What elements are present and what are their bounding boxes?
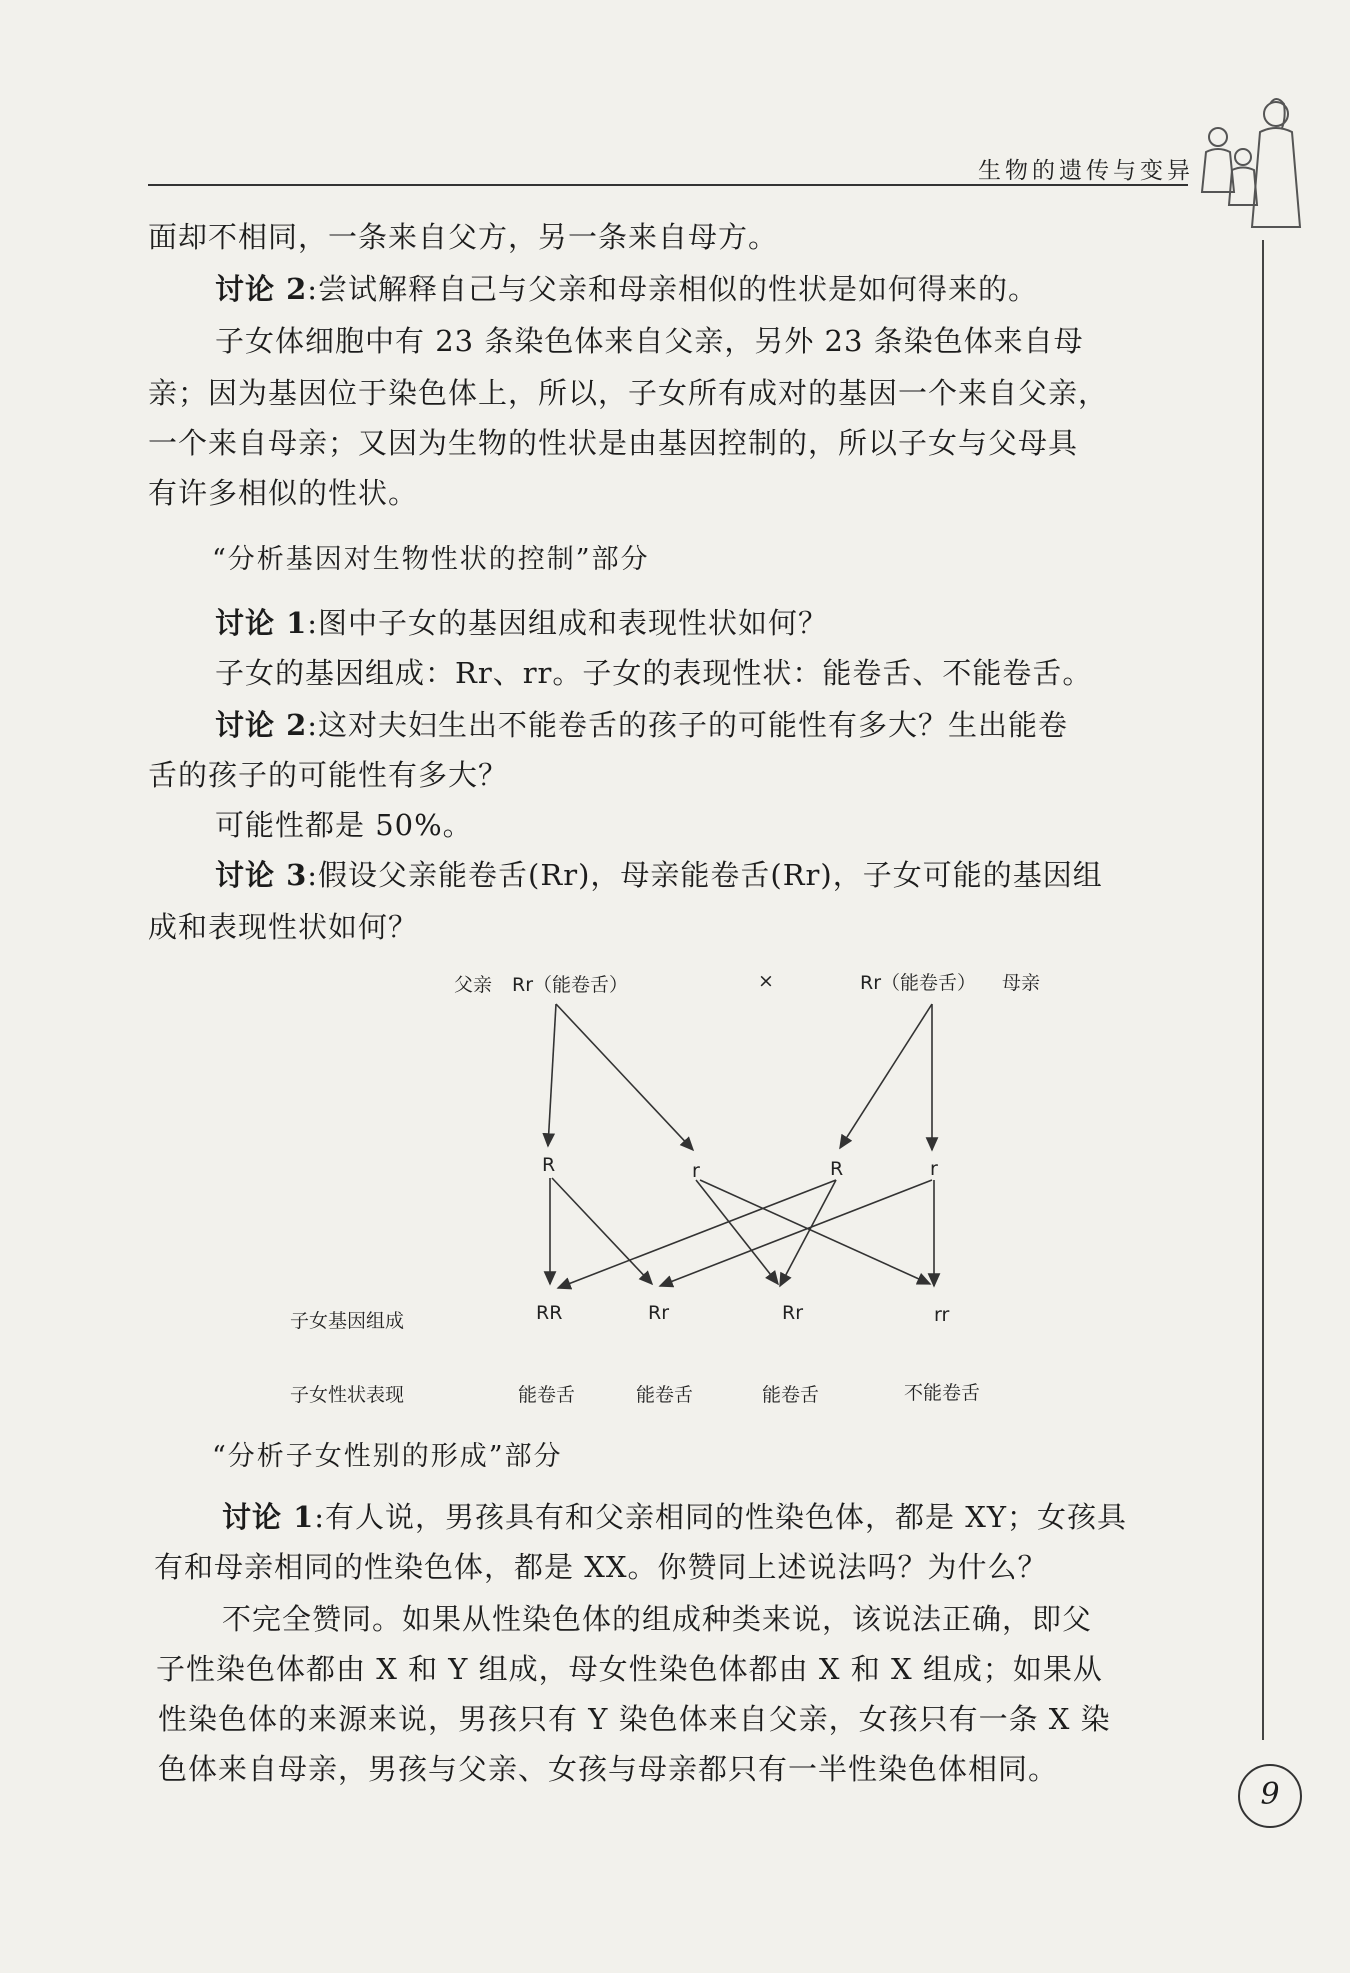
offspring-trait: 不能卷舌 xyxy=(904,1382,981,1404)
father-label: 父亲 xyxy=(454,974,493,996)
answer-line: 不完全赞同。如果从性染色体的组成种类来说，该说法正确，即父 xyxy=(222,1602,1093,1636)
discussion-label: 讨论 1 xyxy=(215,606,308,640)
discussion-question: :假设父亲能卷舌(Rr)，母亲能卷舌(Rr)，子女可能的基因组 xyxy=(307,858,1103,892)
offspring-genotype: Rr xyxy=(782,1302,804,1324)
arrow-r-rr xyxy=(700,1180,930,1284)
arrow-father-r xyxy=(556,1004,693,1150)
arrow-r-Rr xyxy=(696,1180,778,1284)
discussion-label: 讨论 3 xyxy=(215,858,308,892)
section-heading: “分析子女性别的形成”部分 xyxy=(212,1441,563,1472)
offspring-trait-label: 子女性状表现 xyxy=(290,1384,405,1406)
gamete: r xyxy=(930,1158,938,1180)
section-heading: “分析基因对生物性状的控制”部分 xyxy=(212,544,650,575)
arrow-R-Rr2 xyxy=(780,1180,836,1286)
discussion-1 xyxy=(222,1492,1190,1543)
father-genotype: Rr（能卷舌） xyxy=(512,974,629,996)
discussion-label: 讨论 1 xyxy=(222,1500,315,1534)
offspring-genotype: rr xyxy=(934,1304,950,1326)
answer-line: 子女体细胞中有 23 条染色体来自父亲，另外 23 条染色体来自母 xyxy=(215,324,1084,358)
offspring-trait: 能卷舌 xyxy=(518,1384,576,1406)
offspring-trait: 能卷舌 xyxy=(762,1384,820,1406)
gamete: R xyxy=(830,1158,844,1180)
arrow-R-Rr xyxy=(552,1178,652,1284)
gamete: R xyxy=(542,1154,556,1176)
answer-line: 一个来自母亲；又因为生物的性状是由基因控制的，所以子女与父母具 xyxy=(148,426,1079,460)
gamete: r xyxy=(692,1160,700,1182)
answer-line: 可能性都是 50%。 xyxy=(215,808,473,842)
offspring-genotype: RR xyxy=(536,1302,563,1324)
running-header: 生物的遗传与变异 xyxy=(978,158,1194,184)
discussion-question: :图中子女的基因组成和表现性状如何？ xyxy=(307,606,829,640)
offspring-genotype: Rr xyxy=(648,1302,670,1324)
discussion-question-cont: 有和母亲相同的性染色体，都是 XX。你赞同上述说法吗？为什么？ xyxy=(154,1550,1048,1584)
answer-line: 色体来自母亲，男孩与父亲、女孩与母亲都只有一半性染色体相同。 xyxy=(158,1752,1059,1786)
discussion-question: :这对夫妇生出不能卷舌的孩子的可能性有多大？生出能卷 xyxy=(307,708,1069,742)
answer-line: 亲；因为基因位于染色体上，所以，子女所有成对的基因一个来自父亲， xyxy=(148,376,1109,410)
mother-label: 母亲 xyxy=(1002,972,1041,994)
cross-symbol: × xyxy=(758,970,774,992)
arrow-father-R xyxy=(548,1004,556,1146)
discussion-question: :有人说，男孩具有和父亲相同的性染色体，都是 XY；女孩具 xyxy=(314,1500,1128,1534)
answer-line: 有许多相似的性状。 xyxy=(148,476,419,510)
paragraph-line: 面却不相同，一条来自父方，另一条来自母方。 xyxy=(148,220,779,254)
answer-line: 性染色体的来源来说，男孩只有 Y 染色体来自父亲，女孩只有一条 X 染 xyxy=(158,1702,1111,1736)
discussion-question: :尝试解释自己与父亲和母亲相似的性状是如何得来的。 xyxy=(307,272,1039,306)
discussion-question-cont: 成和表现性状如何？ xyxy=(148,910,419,944)
arrow-mother-R xyxy=(840,1004,932,1148)
page-number: 9 xyxy=(1238,1764,1302,1828)
discussion-question-cont: 舌的孩子的可能性有多大？ xyxy=(148,758,509,792)
offspring-trait: 能卷舌 xyxy=(636,1384,694,1406)
answer-line: 子女的基因组成：Rr、rr。子女的表现性状：能卷舌、不能卷舌。 xyxy=(215,656,1093,690)
answer-line: 子性染色体都由 X 和 Y 组成，母女性染色体都由 X 和 X 组成；如果从 xyxy=(156,1652,1103,1686)
discussion-label: 讨论 2 xyxy=(215,272,308,306)
offspring-genotype-label: 子女基因组成 xyxy=(290,1310,405,1332)
discussion-label: 讨论 2 xyxy=(215,708,308,742)
mother-genotype: Rr（能卷舌） xyxy=(860,972,977,994)
